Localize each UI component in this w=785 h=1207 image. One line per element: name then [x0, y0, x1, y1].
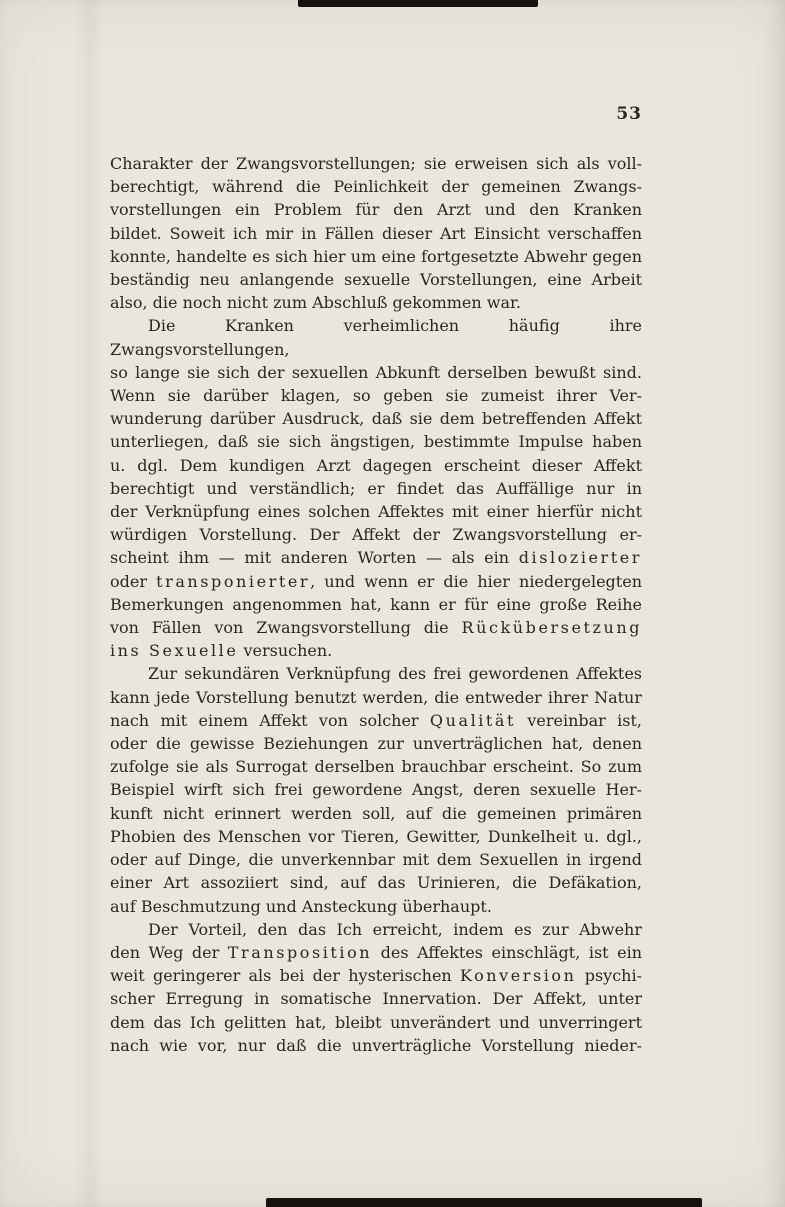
text-segment: oder die gewisse Beziehungen zur unverträglichen hat, denen: [110, 734, 642, 754]
emphasized-text: Konversion: [459, 966, 577, 986]
text-line: [110, 222, 642, 245]
text-line: [110, 709, 642, 732]
text-line: [110, 802, 642, 825]
text-segment: psychi-: [576, 966, 642, 986]
text-line: [110, 384, 642, 407]
text-segment: Bemerkungen angenommen hat, kann er für eine große Reihe: [110, 594, 642, 614]
text-line: [110, 778, 642, 801]
text-segment: kann jede Vorstellung benutzt werden, die entweder ihrer Natur: [110, 687, 642, 707]
text-segment: wunderung darüber Ausdruck, daß sie dem betreffenden Affekt: [110, 409, 642, 429]
text-segment: so lange sie sich der sexuellen Abkunft derselben bewußt sind.: [110, 362, 642, 382]
scan-artifact-bottom: [266, 1198, 702, 1207]
text-line: [110, 570, 642, 593]
text-line: [110, 964, 642, 987]
page-text: [110, 152, 642, 1057]
text-segment: weit geringerer als bei der hysterischen: [110, 966, 460, 986]
scan-edge-shadow: [763, 0, 785, 1207]
scan-gutter-shadow: [74, 0, 104, 1207]
text-line: [110, 593, 642, 616]
paragraph: [110, 918, 642, 1057]
text-line: [110, 825, 642, 848]
text-line: [110, 871, 642, 894]
text-segment: vereinbar ist,: [516, 710, 642, 730]
text-segment: scheint ihm — mit anderen Worten — als ein: [110, 548, 519, 568]
text-segment: der Verknüpfung eines solchen Affektes mit einer hierfür nicht: [110, 502, 642, 522]
text-line: [110, 662, 642, 685]
text-line: [110, 639, 642, 662]
text-segment: nach mit einem Affekt von solcher: [110, 710, 430, 730]
text-line: [110, 546, 642, 569]
text-line: [110, 1011, 642, 1034]
text-segment: berechtigt und verständlich; er findet das Auffällige nur in: [110, 478, 642, 498]
text-segment: , und wenn er die hier niedergelegten: [310, 571, 643, 591]
text-line: [110, 755, 642, 778]
text-line: [110, 430, 642, 453]
text-line: [110, 523, 642, 546]
text-segment: des Affektes einschlägt, ist ein: [372, 942, 643, 962]
text-segment: Charakter der Zwangsvorstellungen; sie erweisen sich als voll-: [110, 154, 642, 173]
text-segment: würdigen Vorstellung. Der Affekt der Zwangsvorstellung er-: [110, 525, 642, 545]
text-line: [110, 175, 642, 198]
text-line: [110, 941, 642, 964]
text-segment: bildet. Soweit ich mir in Fällen dieser Art Einsicht verschaffen: [110, 223, 642, 243]
text-line: [110, 245, 642, 268]
text-segment: Zur sekundären Verknüpfung des frei gewordenen Affektes: [148, 664, 642, 684]
emphasized-text: Transposition: [227, 942, 373, 962]
emphasized-text: dislozierter: [518, 548, 642, 568]
text-segment: dem das Ich gelitten hat, bleibt unverändert und unverringert: [110, 1012, 642, 1032]
text-line: [110, 454, 642, 477]
text-line: [110, 407, 642, 430]
text-segment: den Weg der: [110, 942, 228, 962]
scan-artifact-top: [298, 0, 538, 7]
text-segment: einer Art assoziiert sind, auf das Urinieren, die Defäkation,: [110, 873, 642, 893]
text-segment: also, die noch nicht zum Abschluß gekommen war.: [110, 293, 521, 313]
text-segment: vorstellungen ein Problem für den Arzt und den Kranken: [110, 200, 642, 220]
paragraph: [110, 662, 642, 917]
page-number: 53: [616, 104, 642, 124]
text-line: [110, 616, 642, 639]
text-line: [110, 500, 642, 523]
text-segment: zufolge sie als Surrogat derselben brauchbar erscheint. So zum: [110, 757, 642, 777]
text-line: [110, 477, 642, 500]
text-segment: beständig neu anlangende sexuelle Vorstellungen, eine Arbeit: [110, 270, 642, 290]
text-segment: versuchen.: [238, 641, 333, 661]
text-segment: oder: [110, 571, 157, 591]
text-line: [110, 198, 642, 221]
text-line: [110, 918, 642, 941]
text-segment: scher Erregung in somatische Innervation. Der Affekt, unter: [110, 989, 642, 1009]
text-segment: Beispiel wirft sich frei gewordene Angst, deren sexuelle Her-: [110, 780, 642, 800]
text-line: [110, 732, 642, 755]
text-line: [110, 987, 642, 1010]
emphasized-text: transponierter: [156, 571, 311, 591]
emphasized-text: Rückübersetzung: [461, 618, 642, 638]
emphasized-text: ins Sexuelle: [110, 641, 239, 661]
paragraph: [110, 152, 642, 314]
text-segment: unterliegen, daß sie sich ängstigen, bestimmte Impulse haben: [110, 432, 642, 452]
text-line: [110, 268, 642, 291]
text-segment: kunft nicht erinnert werden soll, auf die gemeinen primären: [110, 803, 642, 823]
text-segment: oder auf Dinge, die unverkennbar mit dem Sexuellen in irgend: [110, 850, 642, 870]
text-segment: Die Kranken verheimlichen häufig ihre Zwangsvorstellungen,: [110, 316, 642, 359]
text-segment: berechtigt, während die Peinlichkeit der gemeinen Zwangs-: [110, 177, 642, 197]
emphasized-text: Qualität: [429, 710, 516, 730]
text-line: [110, 895, 642, 918]
text-segment: Wenn sie darüber klagen, so geben sie zumeist ihrer Ver-: [110, 386, 642, 406]
text-segment: u. dgl. Dem kundigen Arzt dagegen erscheint dieser Affekt: [110, 455, 642, 475]
text-line: [110, 152, 642, 175]
paragraph: [110, 314, 642, 662]
text-segment: nach wie vor, nur daß die unverträgliche Vorstellung nieder-: [110, 1035, 642, 1055]
text-segment: Phobien des Menschen vor Tieren, Gewitter, Dunkelheit u. dgl.,: [110, 826, 642, 846]
text-line: [110, 848, 642, 871]
text-line: [110, 314, 642, 360]
text-line: [110, 686, 642, 709]
text-segment: auf Beschmutzung und Ansteckung überhaupt.: [110, 896, 492, 916]
text-line: [110, 291, 642, 314]
text-segment: konnte, handelte es sich hier um eine fortgesetzte Abwehr gegen: [110, 246, 642, 266]
text-line: [110, 361, 642, 384]
text-segment: Der Vorteil, den das Ich erreicht, indem es zur Abwehr: [148, 919, 642, 939]
text-segment: von Fällen von Zwangsvorstellung die: [110, 618, 462, 638]
text-line: [110, 1034, 642, 1057]
